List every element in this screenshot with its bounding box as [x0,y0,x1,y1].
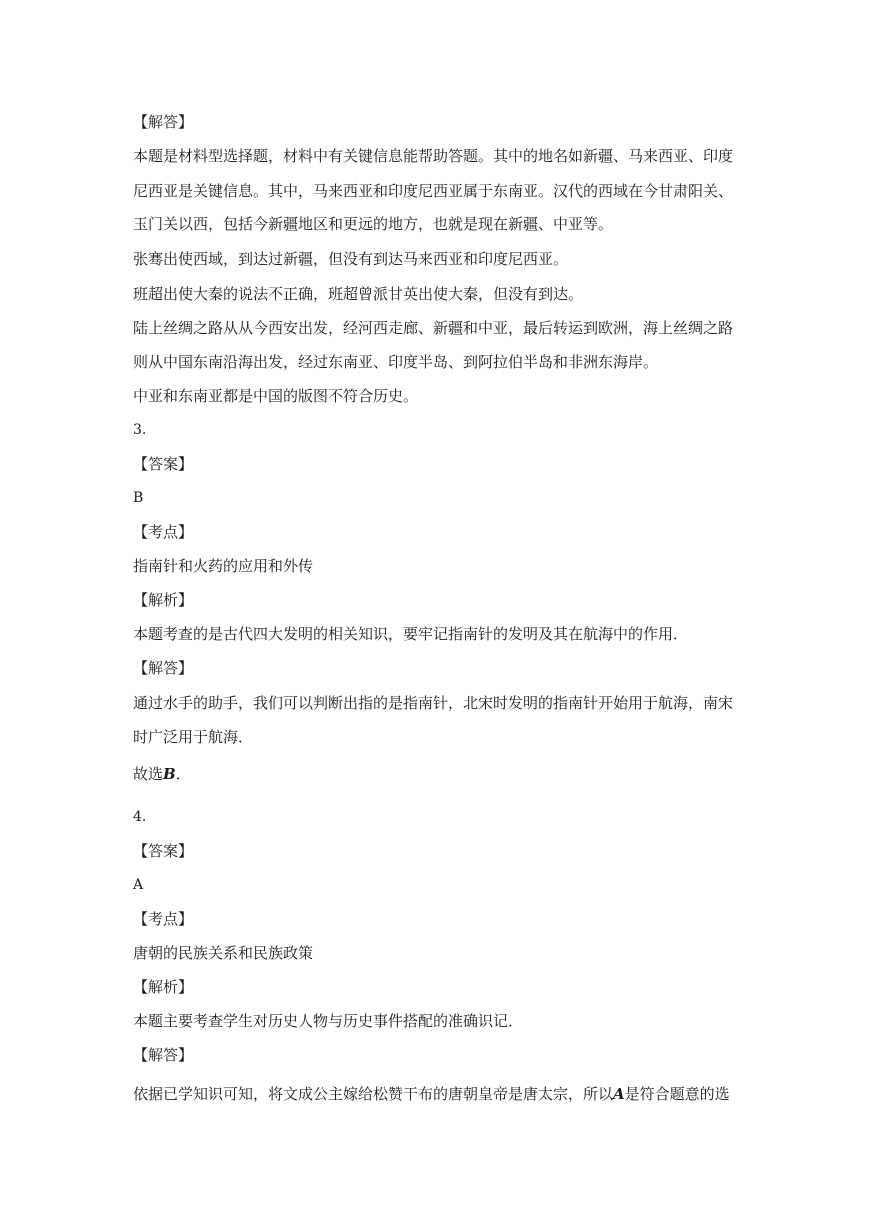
answer-value: B [133,490,144,506]
section-label-jieda: 【解答】 [133,113,194,131]
paragraph-line: 张骞出使西域，到达过新疆，但没有到达马来西亚和印度尼西亚。 [133,250,569,268]
section-label-kaodian: 【考点】 [133,523,194,541]
jieda-letter: A [613,1085,625,1103]
paragraph-line: 尼西亚是关键信息。其中，马来西亚和印度尼西亚属于东南亚。汉代的西域在今甘肃阳关、 [133,182,734,200]
jiexi-text: 本题主要考查学生对历史人物与历史事件搭配的准确识记． [133,1012,524,1030]
jieda-prefix: 依据已学知识可知，将文成公主嫁给松赞干布的唐朝皇帝是唐太宗，所以 [133,1085,614,1103]
section-label-answer: 【答案】 [133,842,194,860]
paragraph-line: 通过水手的助手，我们可以判断出指的是指南针，北宋时发明的指南针开始用于航海，南宋 [133,694,734,712]
section-label-jieda: 【解答】 [133,659,194,677]
section-label-jiexi: 【解析】 [133,978,194,996]
question-number: 3. [133,422,147,438]
section-label-answer: 【答案】 [133,455,194,473]
conclusion-prefix: 故选 [133,765,164,783]
section-label-jieda: 【解答】 [133,1046,194,1064]
question-number: 4. [133,809,147,825]
conclusion-suffix: ． [175,765,191,783]
paragraph-line: 中亚和东南亚都是中国的版图不符合历史。 [133,387,419,405]
jieda-suffix: 是符合题意的选 [624,1085,730,1103]
conclusion-letter: B [163,765,176,783]
paragraph-line: 时广泛用于航海． [133,728,254,746]
kaodian-text: 唐朝的民族关系和民族政策 [133,944,314,962]
paragraph-line [133,1084,730,1104]
paragraph-line: 本题是材料型选择题，材料中有关键信息能帮助答题。其中的地名如新疆、马来西亚、印度 [133,147,734,165]
kaodian-text: 指南针和火药的应用和外传 [133,557,314,575]
jiexi-text: 本题考查的是古代四大发明的相关知识，要牢记指南针的发明及其在航海中的作用． [133,625,689,643]
section-label-jiexi: 【解析】 [133,591,194,609]
conclusion-line [133,764,191,784]
paragraph-line: 班超出使大秦的说法不正确，班超曾派甘英出使大秦，但没有到达。 [133,285,584,303]
section-label-kaodian: 【考点】 [133,910,194,928]
paragraph-line: 玉门关以西，包括今新疆地区和更远的地方，也就是现在新疆、中亚等。 [133,215,614,233]
answer-value: A [133,877,144,893]
paragraph-line: 陆上丝绸之路从从今西安出发，经河西走廊、新疆和中亚，最后转运到欧洲，海上丝绸之路 [133,319,734,337]
paragraph-line: 则从中国东南沿海出发，经过东南亚、印度半岛、到阿拉伯半岛和非洲东海岸。 [133,353,659,371]
